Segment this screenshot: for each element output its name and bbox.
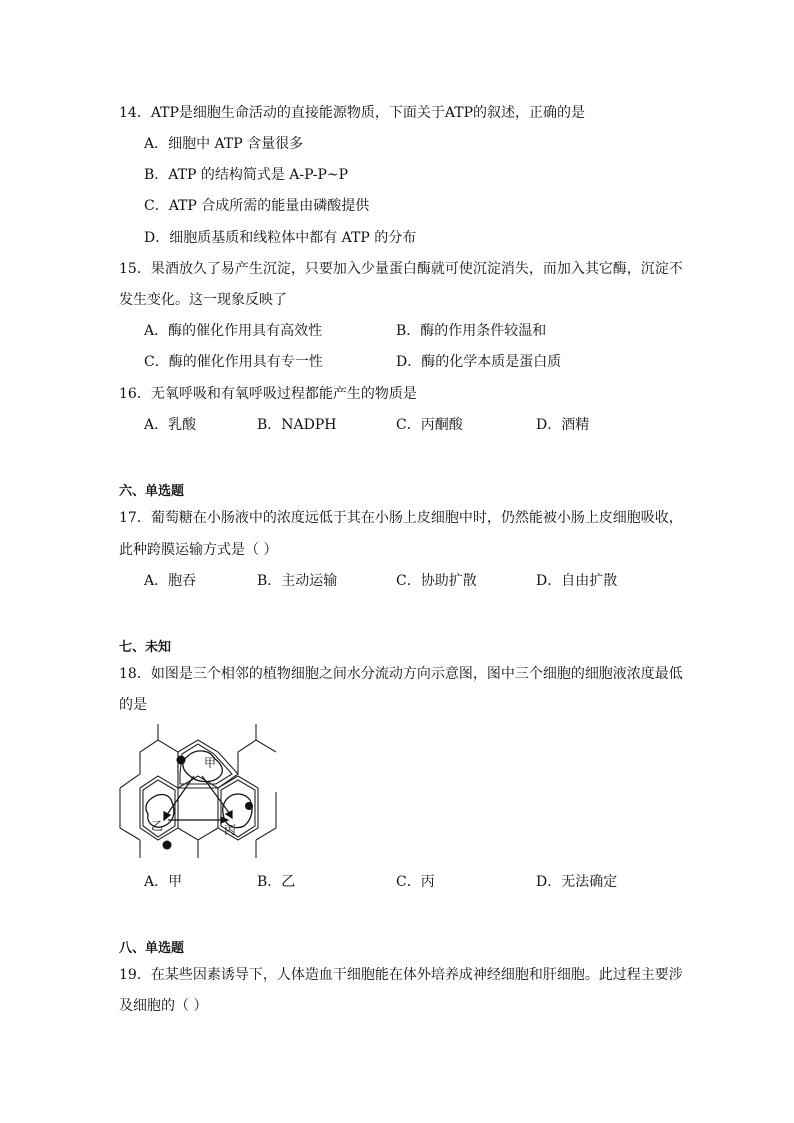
q17-option-d: D．自由扩散 [536, 573, 618, 589]
q14-option-c: C．ATP 合成所需的能量由磷酸提供 [144, 198, 370, 214]
plant-cells-figure [118, 722, 278, 862]
q18-stem-line1: 18．如图是三个相邻的植物细胞之间水分流动方向示意图，图中三个细胞的细胞液浓度最低 [119, 666, 683, 682]
q15-option-d: D．酶的化学本质是蛋白质 [396, 354, 562, 370]
q15-option-a: A．酶的催化作用具有高效性 [144, 323, 323, 339]
q14-stem: 14．ATP是细胞生命活动的直接能源物质，下面关于ATP的叙述，正确的是 [119, 105, 586, 121]
q15-stem-line2: 发生变化。这一现象反映了 [119, 292, 287, 308]
q14-option-a: A．细胞中 ATP 含量很多 [144, 136, 304, 152]
section-heading-6: 六、单选题 [119, 484, 185, 499]
q18-option-b: B．乙 [257, 874, 296, 890]
q17-option-a: A．胞吞 [144, 573, 197, 589]
nucleus-right [245, 802, 253, 810]
q18-option-d: D．无法确定 [536, 874, 618, 890]
q16-option-a: A．乳酸 [144, 417, 197, 433]
q15-option-b: B．酶的作用条件较温和 [396, 323, 547, 339]
q17-stem-line2: 此种跨膜运输方式是（ ） [119, 542, 278, 558]
q19-stem-line2: 及细胞的（ ） [119, 998, 208, 1014]
q19-stem-line1: 19．在某些因素诱导下，人体造血干细胞能在体外培养成神经细胞和肝细胞。此过程主要涉 [119, 967, 683, 983]
q15-option-c: C．酶的催化作用具有专一性 [144, 354, 323, 370]
q15-stem-line1: 15．果酒放久了易产生沉淀，只要加入少量蛋白酶就可使沉淀消失，而加入其它酶，沉淀不 [119, 261, 683, 277]
figure-label-top: 甲 [204, 756, 217, 770]
q17-stem-line1: 17．葡萄糖在小肠液中的浓度远低于其在小肠上皮细胞中时，仍然能被小肠上皮细胞吸收， [119, 510, 683, 526]
q18-stem-line2: 的是 [119, 697, 147, 713]
q16-stem: 16．无氧呼吸和有氧呼吸过程都能产生的物质是 [119, 386, 417, 402]
section-heading-8: 八、单选题 [119, 941, 185, 956]
q16-option-c: C．丙酮酸 [396, 417, 463, 433]
figure-label-right: 丙 [224, 823, 237, 837]
figure-label-left: 乙 [151, 819, 164, 833]
nucleus-top [177, 756, 186, 765]
q16-option-b: B．NADPH [257, 417, 337, 433]
q17-option-c: C．协助扩散 [396, 573, 477, 589]
q14-option-d: D．细胞质基质和线粒体中都有 ATP 的分布 [144, 230, 417, 246]
section-heading-7: 七、未知 [119, 640, 172, 655]
q16-option-d: D．酒精 [536, 417, 590, 433]
q18-option-a: A．甲 [144, 874, 183, 890]
q14-option-b: B．ATP 的结构简式是 A-P-P~P [144, 167, 349, 183]
q18-option-c: C．丙 [396, 874, 435, 890]
q17-option-b: B．主动运输 [257, 573, 338, 589]
nucleus-left [163, 841, 172, 850]
